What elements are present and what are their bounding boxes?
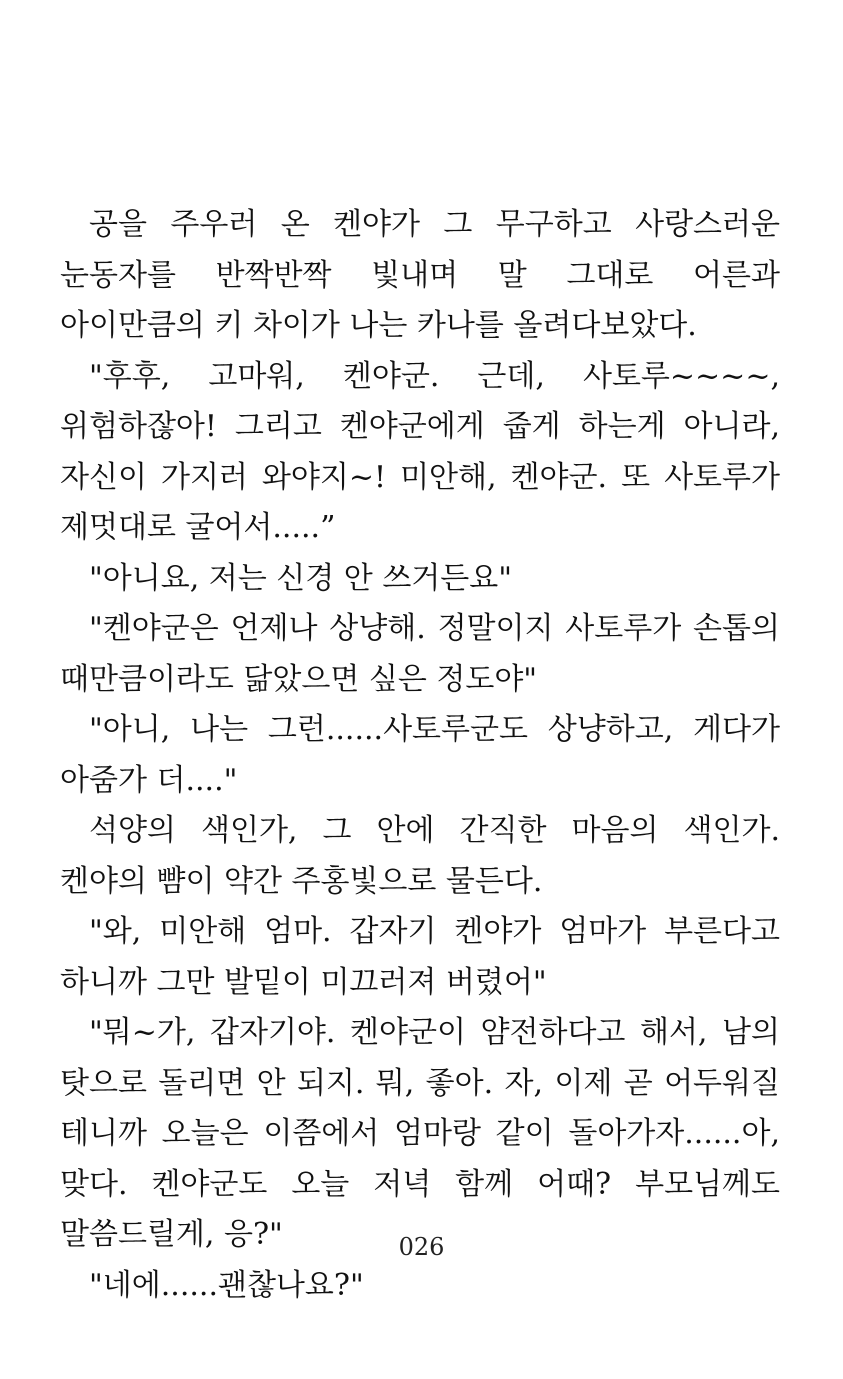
body-text xyxy=(60,200,780,1311)
paragraph: "와, 미안해 엄마. 갑자기 켄야가 엄마가 부른다고 하니까 그만 발밑이 미끄러져 버렸어" xyxy=(60,914,780,1000)
paragraph: 공을 주우러 온 켄야가 그 무구하고 사랑스러운 눈동자를 반짝반짝 빛내며 말 그대로 어른과 아이만큼의 키 차이가 나는 카나를 올려다보았다. xyxy=(60,207,780,343)
page-number: 026 xyxy=(398,1233,445,1261)
paragraph: "아니요, 저는 신경 안 쓰거든요" xyxy=(89,560,513,596)
paragraph: "뭐~가, 갑자기야. 켄야군이 얌전하다고 해서, 남의 탓으로 돌리면 안 되지. 뭐, 좋아. 자, 이제 곧 어두워질 테니까 오늘은 이쯤에서 엄마랑 같이 돌아가자......아, 맞다. 켄야군도 오늘 저녁 함께 어때? 부모님께도 말씀드릴게, 응?" xyxy=(60,1015,780,1252)
paragraph: 석양의 색인가, 그 안에 간직한 마음의 색인가. 켄야의 뺨이 약간 주홍빛으로 물든다. xyxy=(60,813,780,899)
paragraph: "네에......괜찮나요?" xyxy=(89,1267,364,1303)
paragraph: "후후, 고마워, 켄야군. 근데, 사토루~~~~, 위험하잖아! 그리고 켄야군에게 줍게 하는게 아니라, 자신이 가지러 와야지~! 미안해, 켄야군. 또 사토루가 제멋대로 굴어서.....” xyxy=(60,358,780,545)
paragraph: "켄야군은 언제나 상냥해. 정말이지 사토루가 손톱의 때만큼이라도 닮았으면 싶은 정도야" xyxy=(60,611,780,697)
paragraph: "아니, 나는 그런......사토루군도 상냥하고, 게다가 아줌가 더...." xyxy=(60,712,780,798)
